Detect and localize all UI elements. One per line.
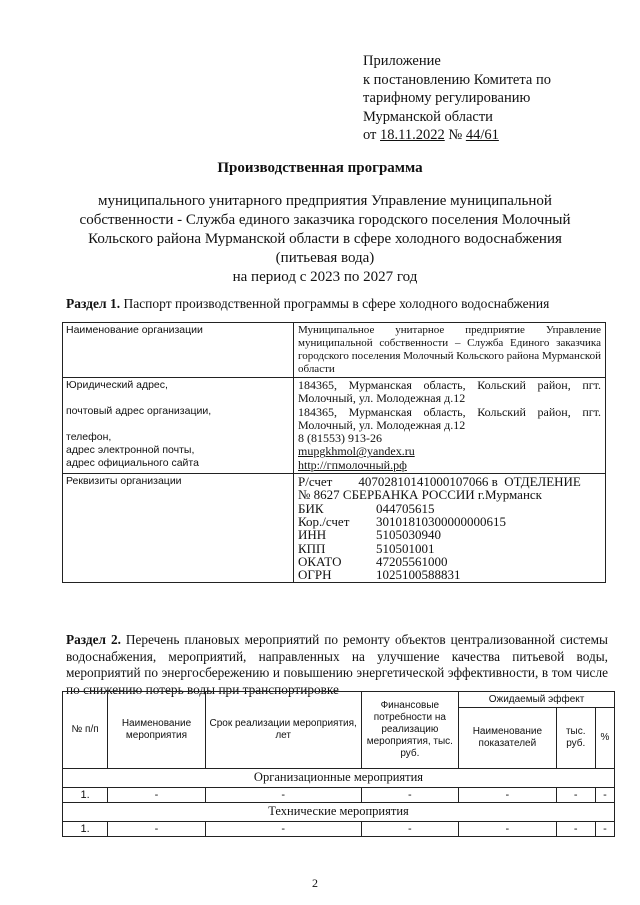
group-title: Организационные мероприятия — [63, 769, 615, 788]
col-header-pct: % — [595, 708, 614, 769]
legal-address-label: Юридический адрес, — [66, 379, 168, 391]
col-header-effect: Ожидаемый эффект — [459, 692, 615, 708]
date-prefix: от — [363, 127, 377, 143]
requisites-values — [294, 474, 606, 583]
requisite-row: КПП 510501001 — [298, 540, 435, 556]
subtitle-period: на период с 2023 по 2027 год — [232, 269, 418, 285]
annex-line: Мурманской области — [363, 108, 493, 125]
section2-heading — [66, 632, 608, 698]
header-row — [63, 692, 615, 708]
annex-number: 44/61 — [465, 127, 499, 143]
group-row — [63, 769, 615, 788]
phone-label: телефон, — [66, 431, 112, 443]
table-row — [63, 323, 606, 378]
cell-rub: - — [556, 788, 595, 803]
measures-table — [62, 691, 615, 837]
annex-date: 18.11.2022 — [380, 127, 445, 143]
cell-num: 1. — [63, 788, 108, 803]
group-row — [63, 803, 615, 822]
cell-pct: - — [595, 822, 614, 837]
cell-pct: - — [595, 788, 614, 803]
group-title: Технические мероприятия — [63, 803, 615, 822]
section1-text: Паспорт производственной программы в сфере холодного водоснабжения — [123, 296, 550, 311]
account-line: Р/счет 40702810141000107066 в ОТДЕЛЕНИЕ — [298, 474, 581, 490]
requisite-row: Кор./счет 30101810300000000615 — [298, 513, 506, 529]
requisite-row: ОКАТО 47205561000 — [298, 553, 448, 569]
section2-text: Перечень плановых мероприятий по ремонту объектов централизованной системы водоснабжения, мероприятий, направленных на улучшение качества питьевой воды, мероприятий по энергосбережению и повышению энергетической эффективности, в том числе по снижению потерь воды при транспортировке — [66, 632, 608, 697]
table-row — [63, 378, 606, 474]
col-header-num: № п/п — [63, 692, 108, 769]
table-row — [63, 474, 606, 583]
contact-values — [294, 378, 606, 474]
org-name-value: Муниципальное унитарное предприятие Управление муниципальной собственности – Служба Единого заказчика городского поселения Молочный Кольского района Мурманской области — [294, 323, 606, 378]
section2-label: Раздел 2. — [66, 632, 121, 647]
cell-period: - — [205, 788, 361, 803]
org-name-label: Наименование организации — [63, 323, 294, 378]
page-number: 2 — [312, 876, 318, 890]
annex-line: Приложение — [363, 53, 441, 69]
cell-name: - — [108, 788, 206, 803]
cell-num: 1. — [63, 822, 108, 837]
annex-block — [363, 52, 633, 145]
email-value[interactable]: mupgkhmol@yandex.ru — [298, 444, 415, 459]
contact-labels — [63, 378, 294, 474]
cell-period: - — [205, 822, 361, 837]
subtitle-line: муниципального унитарного предприятия Управление муниципальной — [98, 193, 552, 209]
requisites-label: Реквизиты организации — [63, 474, 294, 583]
legal-address-value: 184365, Мурманская область, Кольский район, пгт. Молочный, ул. Молодежная д.12 — [298, 378, 601, 406]
annex-line: к постановлению Комитета по — [363, 71, 551, 88]
postal-address-value: 184365, Мурманская область, Кольский район, пгт. Молочный, ул. Молодежная д.12 — [298, 404, 601, 432]
section1-label: Раздел 1. — [66, 296, 121, 311]
cell-name: - — [108, 822, 206, 837]
col-header-rub: тыс. руб. — [556, 708, 595, 769]
site-value[interactable]: http://гпмолочный.рф — [298, 457, 407, 472]
section1-heading — [66, 296, 549, 312]
subtitle-line: (питьевая вода) — [275, 250, 375, 266]
table-row — [63, 788, 615, 803]
col-header-period: Срок реализации мероприятия, лет — [205, 692, 361, 769]
cell-finance: - — [361, 788, 459, 803]
requisite-row: ИНН 5105030940 — [298, 527, 441, 543]
document-title: Производственная программа — [217, 160, 423, 176]
requisite-row: БИК 044705615 — [298, 500, 435, 516]
cell-indicator: - — [459, 788, 557, 803]
email-label: адрес электронной почты, — [66, 444, 195, 456]
postal-address-label: почтовый адрес организации, — [66, 405, 212, 417]
subtitle-line: собственности - Служба единого заказчика городского поселения Молочный — [79, 212, 571, 228]
phone-value: 8 (81553) 913-26 — [298, 431, 382, 446]
annex-date-line — [363, 126, 633, 145]
cell-rub: - — [556, 822, 595, 837]
table-row — [63, 822, 615, 837]
document-subtitle — [60, 192, 590, 287]
col-header-name: Наименование мероприятия — [108, 692, 206, 769]
site-label: адрес официального сайта — [66, 457, 199, 469]
col-header-finance: Финансовые потребности на реализацию мероприятия, тыс. руб. — [361, 692, 459, 769]
account-line: № 8627 СБЕРБАНКА РОССИИ г.Мурманск — [298, 487, 542, 503]
col-header-indicator: Наименование показателей — [459, 708, 557, 769]
requisite-row: ОГРН 1025100588831 — [298, 567, 461, 583]
passport-table — [62, 322, 606, 583]
cell-finance: - — [361, 822, 459, 837]
subtitle-line: Кольского района Мурманской области в сфере холодного водоснабжения — [88, 231, 562, 247]
cell-indicator: - — [459, 822, 557, 837]
number-prefix: № — [448, 127, 463, 143]
annex-line: тарифному регулированию — [363, 90, 531, 106]
